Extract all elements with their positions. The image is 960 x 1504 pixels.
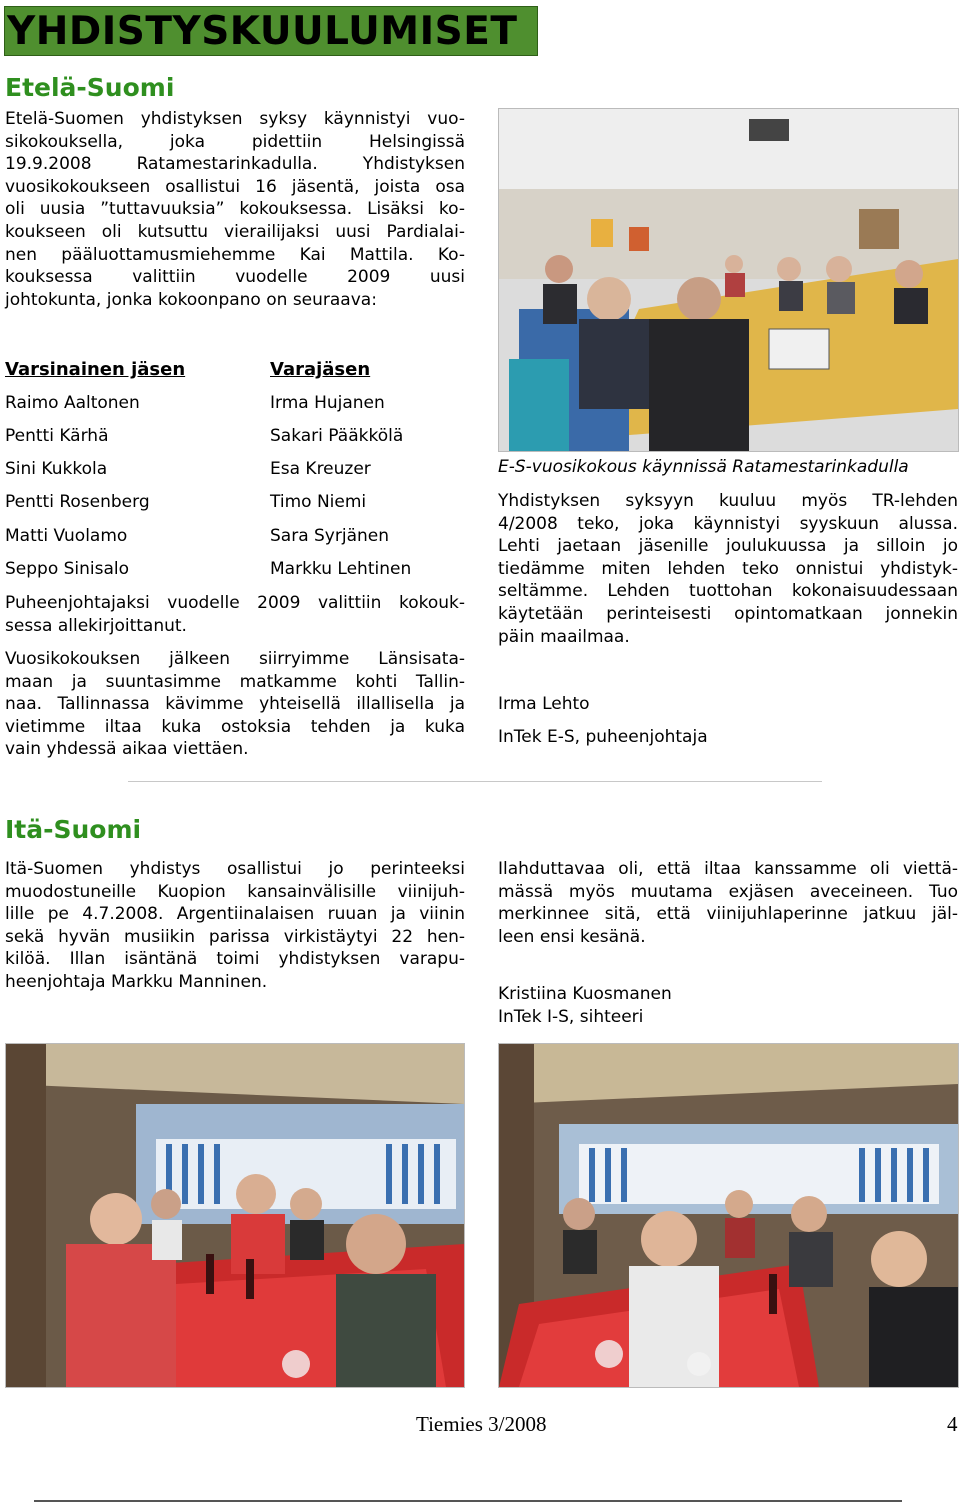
text-line: muodostuneille Kuopion kansainvälisille viinijuh- bbox=[5, 881, 465, 902]
text-line: vain yhdessä aikaa viettäen. bbox=[5, 739, 249, 760]
text-line: seltämme. Lehden tuottohan kokonaisuudessaan bbox=[498, 581, 958, 602]
wine-festival-photo-left-image bbox=[6, 1044, 464, 1387]
footer-page-number: 4 bbox=[947, 1412, 958, 1436]
text-line: maan ja suuntasimme matkamme kohti Tallin- bbox=[5, 671, 465, 692]
text-line: kouksessa valittiin vuodelle 2009 uusi bbox=[5, 267, 465, 288]
meeting-photo-image bbox=[499, 109, 958, 451]
section-heading-etela: Etelä-Suomi bbox=[5, 73, 175, 102]
etela-chair-paragraph bbox=[5, 592, 465, 637]
footer-rule bbox=[34, 1500, 902, 1502]
text-line: leen ensi kesänä. bbox=[498, 926, 646, 947]
wine-festival-photo-right bbox=[498, 1043, 959, 1388]
footer-issue: Tiemies 3/2008 bbox=[416, 1412, 547, 1436]
text-line: lille pe 4.7.2008. Argentiinalaisen ruuan ja viinin bbox=[5, 904, 465, 925]
text-line: Etelä-Suomen yhdistyksen syksy käynnistyi vuo- bbox=[5, 109, 465, 129]
text-line: 4/2008 teko, joka käynnistyi syyskuun alussa. bbox=[498, 513, 958, 534]
table-cell: Sara Syrjänen bbox=[270, 526, 390, 546]
text-line: sessa allekirjoittanut. bbox=[5, 615, 187, 636]
text-line: naa. Tallinnassa kävimme yhteisellä illallisella ja bbox=[5, 694, 465, 715]
etela-right-paragraph bbox=[498, 490, 958, 648]
table-header-deputy-member: Varajäsen bbox=[270, 359, 371, 380]
table-cell: Esa Kreuzer bbox=[270, 459, 371, 479]
text-line: heenjohtaja Markku Manninen. bbox=[5, 971, 268, 992]
text-line: tiedämme miten lehden teko onnistui yhdistyk- bbox=[498, 558, 958, 579]
table-cell: Sini Kukkola bbox=[5, 459, 108, 479]
text-line: Lehti jaetaan jäsenille joulukuussa ja silloin jo bbox=[498, 536, 958, 557]
wine-festival-photo-left bbox=[5, 1043, 465, 1388]
banner-title: YHDISTYSKUULUMISET bbox=[7, 9, 518, 54]
ita-left-paragraph bbox=[5, 858, 465, 994]
text-line: päin maailmaa. bbox=[498, 626, 630, 647]
text-line: 19.9.2008 Ratamestarinkadulla. Yhdistyksen bbox=[5, 154, 465, 175]
table-cell: Markku Lehtinen bbox=[270, 559, 412, 579]
text-line: koukseen oli kutsuttu vierailijaksi uusi Pardialai- bbox=[5, 221, 465, 242]
wine-festival-photo-right-image bbox=[499, 1044, 958, 1387]
table-cell: Pentti Kärhä bbox=[5, 426, 109, 446]
ita-signature-title: InTek I-S, sihteeri bbox=[498, 1007, 644, 1027]
text-line: merkinnee sitä, että viinijuhlaperinne jatkuu jäl- bbox=[498, 904, 958, 925]
table-cell: Sakari Pääkkölä bbox=[270, 426, 404, 446]
ita-right-paragraph bbox=[498, 858, 958, 948]
table-cell: Pentti Rosenberg bbox=[5, 492, 150, 512]
table-header-regular-member: Varsinainen jäsen bbox=[5, 359, 186, 380]
text-line: sekä hyvän musiikin parissa virkistäytyi 22 hen- bbox=[5, 926, 465, 947]
text-line: sikokouksella, joka pidettiin Helsingissä bbox=[5, 131, 465, 152]
etela-signature-name: Irma Lehto bbox=[498, 694, 590, 714]
text-line: Puheenjohtajaksi vuodelle 2009 valittiin kokouk- bbox=[5, 593, 465, 613]
section-heading-ita: Itä-Suomi bbox=[5, 815, 142, 844]
table-cell: Timo Niemi bbox=[270, 492, 367, 512]
text-line: mässä myös muutama exjäsen aveceineen. Tuo bbox=[498, 881, 958, 902]
section-divider bbox=[128, 781, 822, 782]
text-line: johtokunta, jonka kokoonpano on seuraava: bbox=[5, 289, 377, 310]
etela-signature-title: InTek E-S, puheenjohtaja bbox=[498, 727, 708, 747]
text-line: käytetään perinteisesti opintomatkaan jonnekin bbox=[498, 603, 958, 624]
etela-trip-paragraph bbox=[5, 648, 465, 761]
text-line: oli uusia ”tuttavuuksia” kokouksessa. Lisäksi ko- bbox=[5, 199, 465, 220]
ita-signature-name: Kristiina Kuosmanen bbox=[498, 984, 672, 1004]
text-line: vuosikokoukseen osallistui 16 jäsentä, joista osa bbox=[5, 176, 465, 197]
meeting-photo-caption: E-S-vuosikokous käynnissä Ratamestarinkadulla bbox=[498, 457, 909, 477]
text-line: Yhdistyksen syksyyn kuuluu myös TR-lehden bbox=[498, 491, 958, 511]
table-cell: Raimo Aaltonen bbox=[5, 393, 140, 413]
page-banner bbox=[4, 6, 538, 56]
text-line: nen pääluottamusmiehemme Kai Mattila. Ko- bbox=[5, 244, 465, 265]
table-cell: Matti Vuolamo bbox=[5, 526, 128, 546]
meeting-photo bbox=[498, 108, 959, 452]
table-cell: Seppo Sinisalo bbox=[5, 559, 130, 579]
table-cell: Irma Hujanen bbox=[270, 393, 385, 413]
text-line: Vuosikokouksen jälkeen siirryimme Länsisata- bbox=[5, 649, 465, 669]
text-line: Itä-Suomen yhdistys osallistui jo perinteeksi bbox=[5, 859, 465, 879]
text-line: Ilahduttavaa oli, että iltaa kanssamme oli viettä- bbox=[498, 859, 958, 879]
text-line: vietimme iltaa kuka ostoksia tehden ja kuka bbox=[5, 716, 465, 737]
text-line: kilöä. Illan isäntänä toimi yhdistyksen varapu- bbox=[5, 949, 465, 970]
etela-intro-paragraph bbox=[5, 108, 465, 311]
